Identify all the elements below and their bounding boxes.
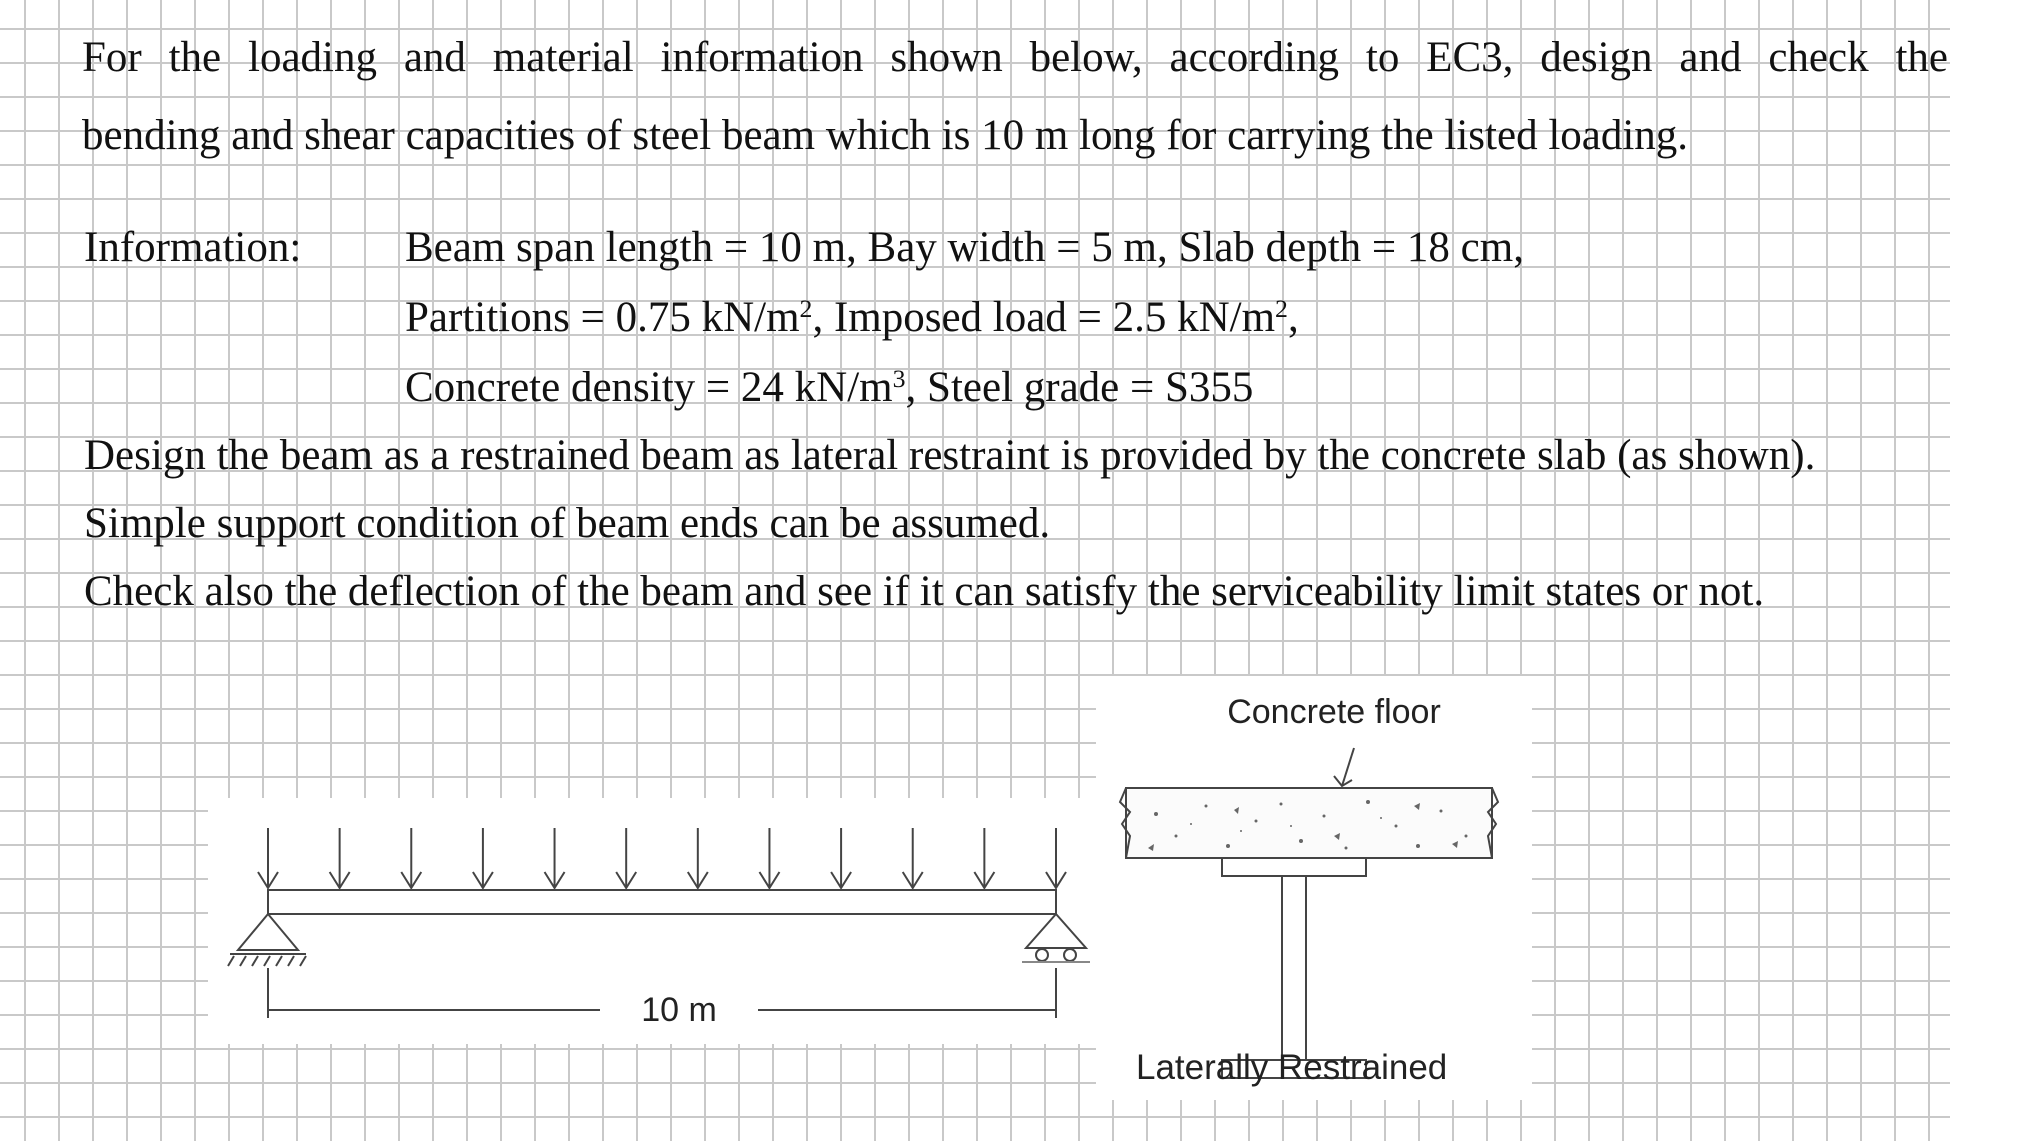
concrete-floor-label: Concrete floor <box>1227 693 1441 731</box>
load-arrow <box>258 828 278 888</box>
pin-support <box>228 914 306 966</box>
info-line-3: Concrete density = 24 $kN/m^3$, Steel grade = S355 <box>405 363 1254 411</box>
intro-line-2: bending and shear capacities of steel beam which is 10 m long for carrying the listed loading. <box>82 112 1689 159</box>
intro-line-1: For the loading and material information shown below, according to EC3, design and check the <box>82 34 1948 81</box>
pointer-arrow <box>1334 748 1354 786</box>
load-arrow <box>401 828 421 888</box>
load-arrows <box>258 828 1066 888</box>
load-arrow <box>759 828 779 888</box>
span-label: 10 m <box>641 991 717 1029</box>
load-arrow <box>831 828 851 888</box>
load-arrow <box>688 828 708 888</box>
i-section-beam <box>1222 858 1366 1078</box>
beam-diagram <box>208 798 1100 1044</box>
info-label: Information: <box>84 224 302 271</box>
roller-support <box>1022 914 1090 962</box>
load-arrow <box>330 828 350 888</box>
deflection-instruction: Check also the deflection of the beam and see if it can satisfy the serviceability limit states or not. <box>84 568 1765 615</box>
concrete-slab <box>1126 788 1492 858</box>
design-instruction: Design the beam as a restrained beam as lateral restraint is provided by the concrete slab (as shown). <box>84 432 1816 479</box>
load-arrow <box>545 828 565 888</box>
load-arrow <box>616 828 636 888</box>
info-line-2: Partitions = 0.75 $kN/m^2$, Imposed load = 2.5 $kN/m^2$, <box>405 293 1299 341</box>
load-arrow <box>974 828 994 888</box>
load-arrow <box>473 828 493 888</box>
support-instruction: Simple support condition of beam ends can be assumed. <box>84 500 1051 547</box>
right-page-margin <box>1950 0 2034 1141</box>
load-arrow <box>903 828 923 888</box>
section-diagram <box>1096 676 1532 1100</box>
laterally-restrained-caption: Laterally Restrained <box>1136 1048 1448 1087</box>
load-arrow <box>1046 828 1066 888</box>
info-line-1: Beam span length = 10 m, Bay width = 5 m, Slab depth = 18 cm, <box>405 224 1524 271</box>
beam-member <box>268 890 1056 914</box>
